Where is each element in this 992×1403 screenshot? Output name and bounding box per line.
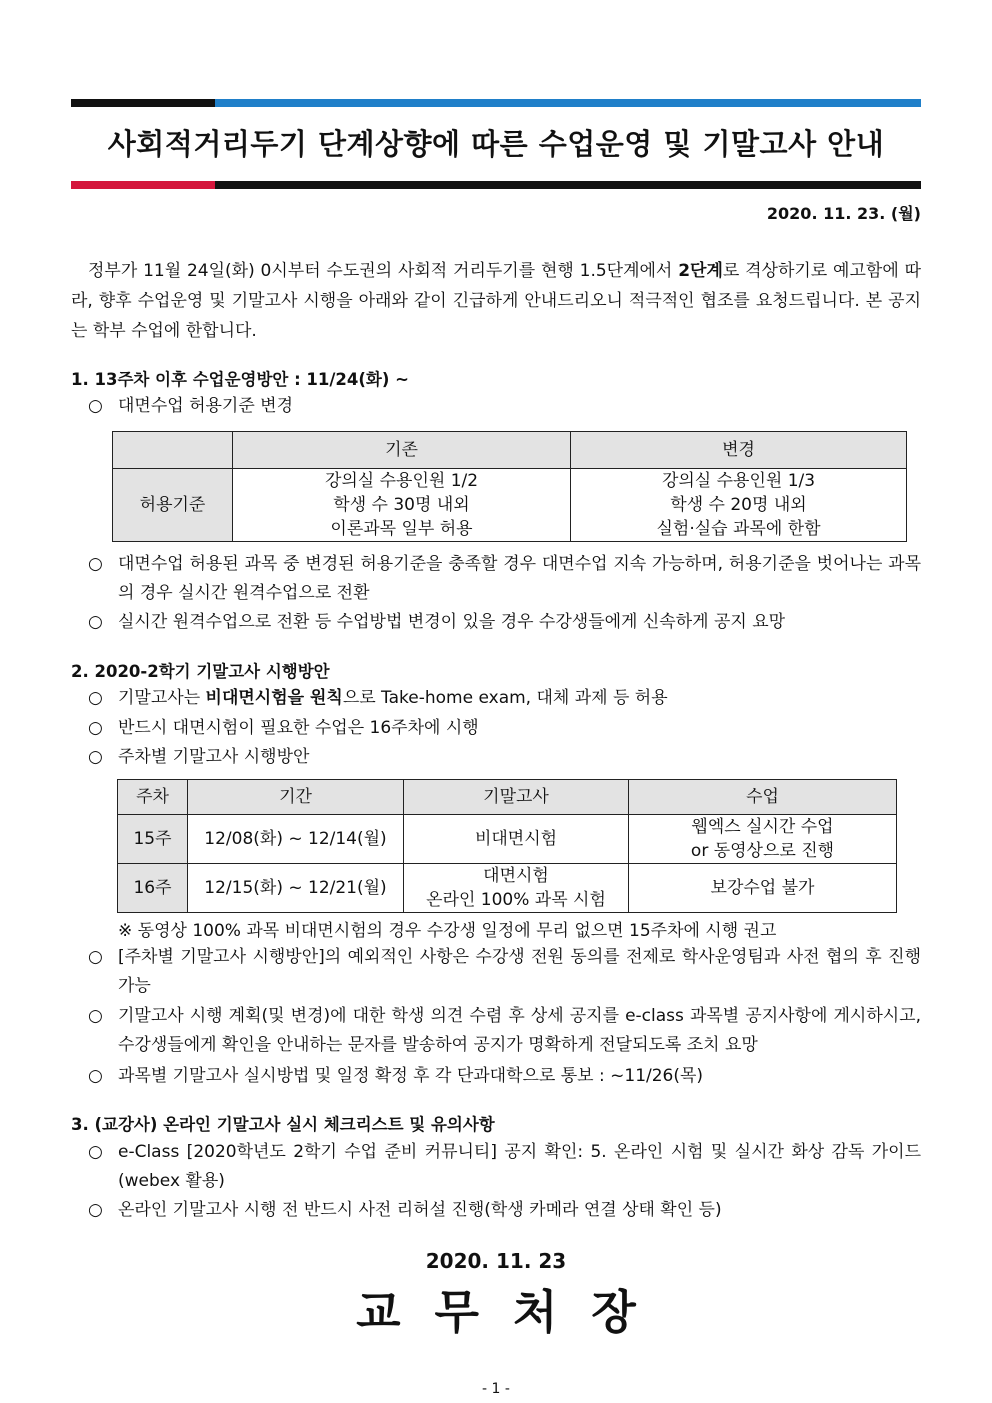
section2-item-6 <box>88 1062 921 1091</box>
intro-bold: 2단계 <box>678 261 723 281</box>
document-title: 사회적거리두기 단계상향에 따른 수업운영 및 기말고사 안내 <box>107 127 885 161</box>
criteria-before-cell <box>233 469 571 542</box>
criteria-after-line: 학생 수 20명 내외 <box>670 495 807 515</box>
circle-bullet-icon: ○ <box>88 688 103 708</box>
circle-bullet-icon: ○ <box>88 612 103 632</box>
item-text: 온라인 기말고사 시행 전 반드시 사전 리허설 진행(학생 카메라 연결 상태 확인 등) <box>118 1200 722 1220</box>
criteria-header-before: 기존 <box>233 432 571 469</box>
schedule-exam-line: 대면시험 <box>483 866 549 886</box>
bottom-bar-black <box>215 181 921 189</box>
page-number: - 1 - <box>482 1381 510 1397</box>
table-row <box>118 815 897 864</box>
circle-bullet-icon: ○ <box>88 747 103 767</box>
section2-item-3 <box>88 743 921 772</box>
item-text: 실시간 원격수업으로 전환 등 수업방법 변경이 있을 경우 수강생들에게 신속하게 공지 요망 <box>118 612 786 632</box>
top-bar-blue <box>215 99 921 107</box>
section3-item-2 <box>88 1196 921 1225</box>
schedule-header-class: 수업 <box>629 780 897 815</box>
schedule-period-cell: 12/15(화) ~ 12/21(월) <box>188 864 404 913</box>
section3-item-1 <box>88 1138 921 1196</box>
schedule-header-week: 주차 <box>118 780 188 815</box>
table-row <box>118 864 897 913</box>
schedule-class-cell <box>629 815 897 864</box>
item-text: 기말고사 시행 계획(및 변경)에 대한 학생 의견 수렴 후 상세 공지를 e-class 과목별 공지사항에 게시하시고, 수강생들에게 확인을 안내하는 문자를 발송하여 공지가 명확하게 전달되도록 조치 요망 <box>118 1006 921 1055</box>
criteria-row-label: 허용기준 <box>113 469 233 542</box>
top-bar-black <box>71 99 215 107</box>
item-text: 으로 Take-home exam, 대체 과제 등 허용 <box>342 688 668 708</box>
item-text: 기말고사는 <box>118 688 206 708</box>
criteria-table <box>112 431 907 542</box>
schedule-exam-line: 온라인 100% 과목 시험 <box>426 890 606 910</box>
intro-text-2: 로 격상하기로 예고함에 따라, 향후 수업운영 및 기말고사 시행을 아래와 같이 긴급하게 안내드리오니 적극적인 협조를 요청드립니다. 본 공지는 학부 수업에 한합니다. <box>71 261 921 341</box>
schedule-week-cell: 15주 <box>118 815 188 864</box>
section2-item-5 <box>88 1002 921 1060</box>
bottom-bar-red <box>71 181 215 189</box>
schedule-header-period: 기간 <box>188 780 404 815</box>
schedule-class-line: 보강수업 불가 <box>710 878 815 898</box>
schedule-period-cell: 12/08(화) ~ 12/14(월) <box>188 815 404 864</box>
circle-bullet-icon: ○ <box>88 1066 103 1086</box>
schedule-exam-cell <box>404 864 629 913</box>
item-text: 반드시 대면시험이 필요한 수업은 16주차에 시행 <box>118 718 479 738</box>
schedule-week-cell: 16주 <box>118 864 188 913</box>
criteria-before-line: 학생 수 30명 내외 <box>333 495 470 515</box>
section1-item-1 <box>88 392 921 421</box>
section2-item-4 <box>88 943 921 1001</box>
section3-heading: 3. (교강사) 온라인 기말고사 실시 체크리스트 및 유의사항 <box>71 1115 495 1134</box>
intro-text-1: 정부가 11월 24일(화) 0시부터 수도권의 사회적 거리두기를 현행 1.5단계에서 <box>88 261 679 281</box>
item-text: 주차별 기말고사 시행방안 <box>118 747 310 767</box>
intro-paragraph <box>71 256 921 346</box>
circle-bullet-icon: ○ <box>88 554 103 574</box>
schedule-exam-line: 비대면시험 <box>474 829 558 849</box>
section1-item-2 <box>88 550 921 608</box>
footer-date: 2020. 11. 23 <box>425 1249 567 1273</box>
item-text: [주차별 기말고사 시행방안]의 예외적인 사항은 수강생 전원 동의를 전제로 학사운영팀과 사전 협의 후 진행 가능 <box>118 947 921 996</box>
criteria-before-line: 강의실 수용인원 1/2 <box>324 471 479 491</box>
criteria-corner-cell <box>113 432 233 469</box>
criteria-after-line: 강의실 수용인원 1/3 <box>661 471 816 491</box>
criteria-after-cell <box>571 469 907 542</box>
criteria-after-line: 실험·실습 과목에 한함 <box>656 519 821 539</box>
notice-date: 2020. 11. 23. (월) <box>766 204 921 223</box>
schedule-class-line: or 동영상으로 진행 <box>690 841 835 861</box>
circle-bullet-icon: ○ <box>88 1142 103 1162</box>
circle-bullet-icon: ○ <box>88 947 103 967</box>
item-text: 과목별 기말고사 실시방법 및 일정 확정 후 각 단과대학으로 통보 : ~11/26(목) <box>118 1066 704 1086</box>
section1-heading: 1. 13주차 이후 수업운영방안 : 11/24(화) ~ <box>71 370 409 389</box>
signer-title: 교무처장 <box>356 1285 670 1339</box>
section2-item-2 <box>88 714 921 743</box>
circle-bullet-icon: ○ <box>88 1200 103 1220</box>
schedule-exam-cell <box>404 815 629 864</box>
section2-heading: 2. 2020-2학기 기말고사 시행방안 <box>71 662 330 681</box>
circle-bullet-icon: ○ <box>88 718 103 738</box>
section2-item-1 <box>88 684 921 713</box>
item-text: 대면수업 허용기준 변경 <box>118 396 294 416</box>
criteria-header-after: 변경 <box>571 432 907 469</box>
schedule-class-line: 웹엑스 실시간 수업 <box>691 817 834 837</box>
section1-item-3 <box>88 608 921 637</box>
schedule-class-cell <box>629 864 897 913</box>
item-text: e-Class [2020학년도 2학기 수업 준비 커뮤니티] 공지 확인: 5. 온라인 시험 및 실시간 화상 감독 가이드 (webex 활용) <box>118 1142 921 1191</box>
criteria-before-line: 이론과목 일부 허용 <box>330 519 473 539</box>
schedule-table <box>117 779 897 913</box>
circle-bullet-icon: ○ <box>88 1006 103 1026</box>
item-bold-text: 비대면시험을 원칙 <box>205 688 343 708</box>
schedule-header-exam: 기말고사 <box>404 780 629 815</box>
schedule-note: ※ 동영상 100% 과목 비대면시험의 경우 수강생 일정에 무리 없으면 15주차에 시행 권고 <box>118 921 777 941</box>
item-text: 대면수업 허용된 과목 중 변경된 허용기준을 충족할 경우 대면수업 지속 가능하며, 허용기준을 벗어나는 과목의 경우 실시간 원격수업으로 전환 <box>118 554 921 603</box>
circle-bullet-icon: ○ <box>88 396 103 416</box>
